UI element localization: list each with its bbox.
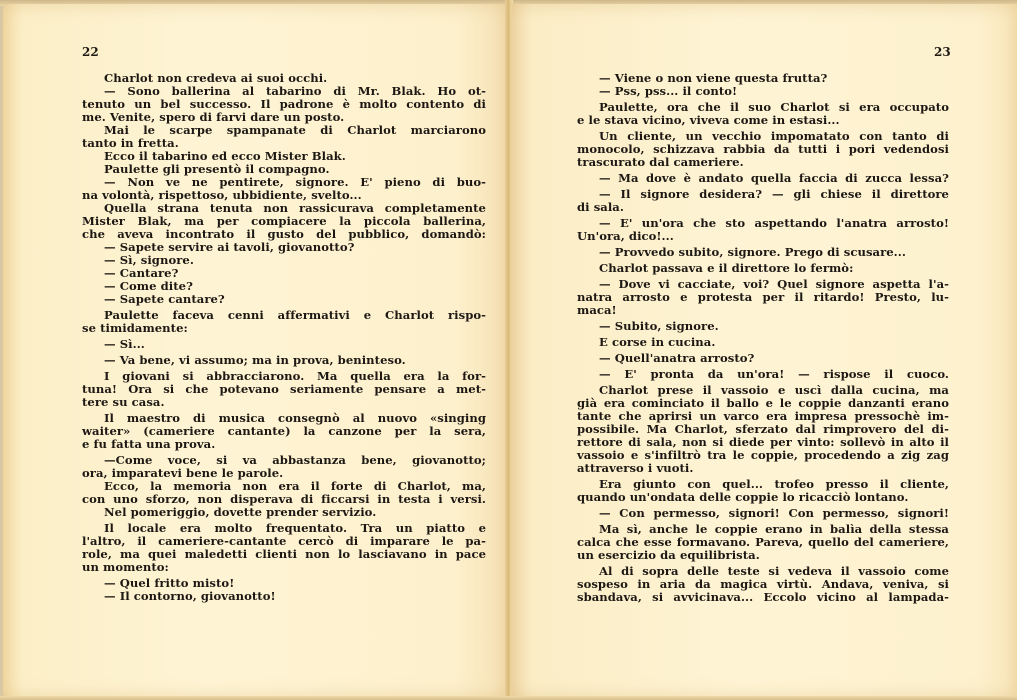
text-line: — Cantare? [104,266,179,280]
page-number-right: 23 [934,45,951,59]
text-line: con uno sforzo, non disperava di ficcarsi in testa i versi. [82,492,486,506]
text-line: — Provvedo subito, signore. Prego di scusare... [599,245,906,259]
text-line: — Ma dove è andato quella faccia di zucca lessa? [599,171,949,185]
text-line: — Viene o non viene questa frutta? [599,71,828,85]
text-line: — Il contorno, giovanotto! [104,589,276,603]
text-line: e le stava vicino, viveva come in estasi... [577,113,840,127]
text-line: waiter» (cameriere cantante) la canzone per la sera, [82,424,486,438]
text-line: Ecco, la memoria non era il forte di Charlot, ma, [104,479,486,493]
text-line: — Sapete cantare? [104,292,225,306]
text-line: — Dove vi cacciate, voi? Quel signore aspetta l'a- [599,277,949,291]
text-line: Paulette gli presentò il compagno. [104,162,330,176]
text-line: Charlot prese il vassoio e uscì dalla cucina, ma [599,383,949,397]
text-line: vassoio e s'infiltrò tra le coppie, procedendo a zig zag [577,448,949,462]
text-line: trascurato dal cameriere. [577,155,744,169]
text-line: Paulette, ora che il suo Charlot si era occupato [599,100,949,114]
text-line: un esercizio da equilibrista. [577,548,760,562]
text-line: Ma sì, anche le coppie erano in balìa della stessa [599,522,949,536]
text-line: tenuto un bel successo. Il padrone è molto contento di [82,97,486,111]
text-line: — Sì, signore. [104,253,194,267]
text-line: e fu fatta una prova. [82,437,216,451]
text-line: — Quel fritto misto! [104,576,235,590]
text-line: Era giunto con quel... trofeo presso il cliente, [599,477,949,491]
text-line: na volontà, rispettoso, ubbidiente, svelto... [82,188,362,202]
text-line: — Sono ballerina al tabarino di Mr. Blak. Ho ot- [104,84,486,98]
text-line: l'altro, il cameriere-cantante cercò di imparare le pa- [82,534,486,548]
text-line: natra arrosto e protesta per il ritardo! Presto, lu- [577,290,949,304]
text-line: — Il signore desidera? — gli chiese il direttore [599,187,949,201]
text-line: Ecco il tabarino ed ecco Mister Blak. [104,149,346,163]
text-line: Charlot non credeva ai suoi occhi. [104,71,328,85]
text-line: Mai le scarpe spampanate di Charlot marciarono [104,123,486,137]
text-line: attraverso i vuoti. [577,461,694,475]
text-line: — E' pronta da un'ora! — rispose il cuoco. [599,367,949,381]
text-line: — Subito, signore. [599,319,719,333]
text-line: Al di sopra delle teste si vedeva il vassoio come [599,564,949,578]
text-line: tere su casa. [82,395,165,409]
text-line: — Sì... [104,337,145,351]
text-line: tanto in fretta. [82,136,179,150]
text-line: calca che esse formavano. Pareva, quello del cameriere, [577,535,949,549]
text-line: — Non ve ne pentirete, signore. E' pieno di buo- [104,175,486,189]
text-line: — Come dite? [104,279,193,293]
text-line: me. Venite, spero di farvi dare un posto. [82,110,345,124]
text-line: tante che aprirsi un varco era impresa pressochè im- [577,409,949,423]
text-line: ora, imparatevi bene le parole. [82,466,284,480]
text-line: —Come voce, si va abbastanza bene, giovanotto; [104,453,486,467]
text-line: Il maestro di musica consegnò al nuovo «singing [104,411,486,425]
text-line: di sala. [577,200,624,214]
text-line: monocolo, schizzava rabbia da tutti i pori vedendosi [577,142,949,156]
text-line: se timidamente: [82,321,188,335]
text-line: Charlot passava e il direttore lo fermò: [599,261,854,275]
text-line: — Pss, pss... il conto! [599,84,738,98]
text-line: sospeso in aria da magica virtù. Andava, veniva, si [577,577,949,591]
text-line: possibile. Ma Charlot, sferzato dal rimprovero del di- [577,422,949,436]
text-line: Paulette faceva cenni affermativi e Charlot rispo- [104,308,486,322]
page-number-left: 22 [82,45,99,59]
text-line: quando un'ondata delle coppie lo ricacciò lontano. [577,490,909,504]
text-line: Il locale era molto frequentato. Tra un piatto e [104,521,486,535]
text-line: maca! [577,303,617,317]
text-line: un momento: [82,560,169,574]
text-line: E corse in cucina. [599,335,716,349]
text-line: sbandava, si avvicinava... Eccolo vicino al lampada- [577,590,949,604]
text-line: Un cliente, un vecchio impomatato con tanto di [599,129,949,143]
text-line: — Va bene, vi assumo; ma in prova, beninteso. [104,353,406,367]
text-line: tuna! Ora si che potevano seriamente pensare a met- [82,382,486,396]
text-line: — Quell'anatra arrosto? [599,351,755,365]
bottom-page-edge [0,696,1017,700]
text-line: che aveva incontrato il gusto del pubblico, domandò: [82,227,486,241]
text-line: Un'ora, dico!... [577,229,674,243]
text-line: già era cominciato il ballo e le coppie danzanti erano [577,396,949,410]
text-line: rettore di sala, non si diede per vinto: sollevò in alto il [577,435,949,449]
text-line: I giovani si abbracciarono. Ma quella era la for- [104,369,486,383]
text-line: — E' un'ora che sto aspettando l'anatra arrosto! [599,216,949,230]
text-line: Quella strana tenuta non rassicurava completamente [104,201,486,215]
text-line: Nel pomeriggio, dovette prender servizio. [104,505,377,519]
text-line: Mister Blak, ma per compiacere la piccola ballerina, [82,214,486,228]
text-line: — Con permesso, signori! Con permesso, signori! [599,506,949,520]
text-line: — Sapete servire ai tavoli, giovanotto? [104,240,355,254]
text-line: role, ma quei maledetti clienti non lo lasciavano in pace [82,547,486,561]
